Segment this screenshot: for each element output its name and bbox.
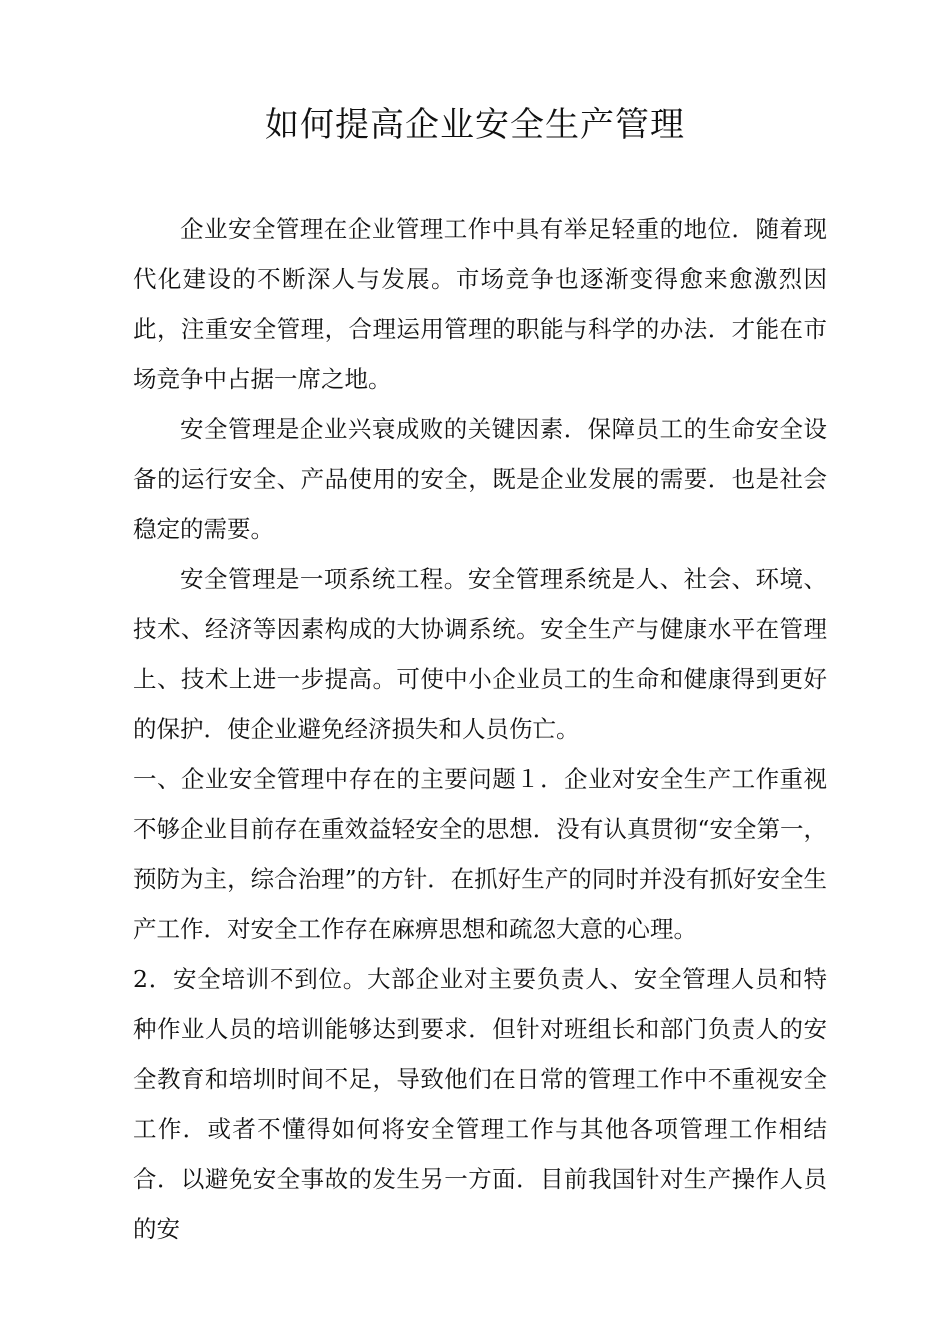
paragraph-intro: 企业安全管理在企业管理工作中具有举足轻重的地位．随着现代化建设的不断深人与发展。市场竞争也逐渐变得愈来愈激烈因此，注重安全管理，合理运用管理的职能与科学的办法．才能在市场竞争中占据一席之地。 bbox=[133, 215, 827, 393]
document-title: 如何提高企业安全生产管理 bbox=[265, 105, 685, 145]
paragraph-system-engineering: 安全管理是一项系统工程。安全管理系统是人、社会、环境、技术、经济等因素构成的大协调系统。安全生产与健康水平在管理上、技术上进一步提高。可使中小企业员工的生命和健康得到更好的保护．使企业避免经济损失和人员伤亡。 bbox=[133, 565, 827, 743]
paragraph-section-one: 一、企业安全管理中存在的主要问题１．企业对安全生产工作重视不够企业目前存在重效益轻安全的思想．没有认真贯彻“安全第一，预防为主，综合治理”的方针．在抓好生产的同时并没有抓好安全生产工作．对安全工作存在麻痹思想和疏忽大意的心理。 bbox=[133, 765, 827, 943]
document-body bbox=[133, 204, 827, 1254]
paragraph-training: 2．安全培训不到位。大部企业对主要负责人、安全管理人员和特种作业人员的培训能够达到要求．但针对班组长和部门负责人的安全教育和培圳时间不足，导致他们在日常的管理工作中不重视安全工作．或者不懂得如何将安全管理工作与其他各项管理工作相结合．以避免安全事故的发生另一方面．目前我国针对生产操作人员的安 bbox=[133, 965, 827, 1243]
paragraph-key-factor: 安全管理是企业兴衰成败的关键因素．保障员工的生命安全设备的运行安全、产品使用的安全，既是企业发展的需要．也是社会稳定的需要。 bbox=[133, 415, 827, 543]
